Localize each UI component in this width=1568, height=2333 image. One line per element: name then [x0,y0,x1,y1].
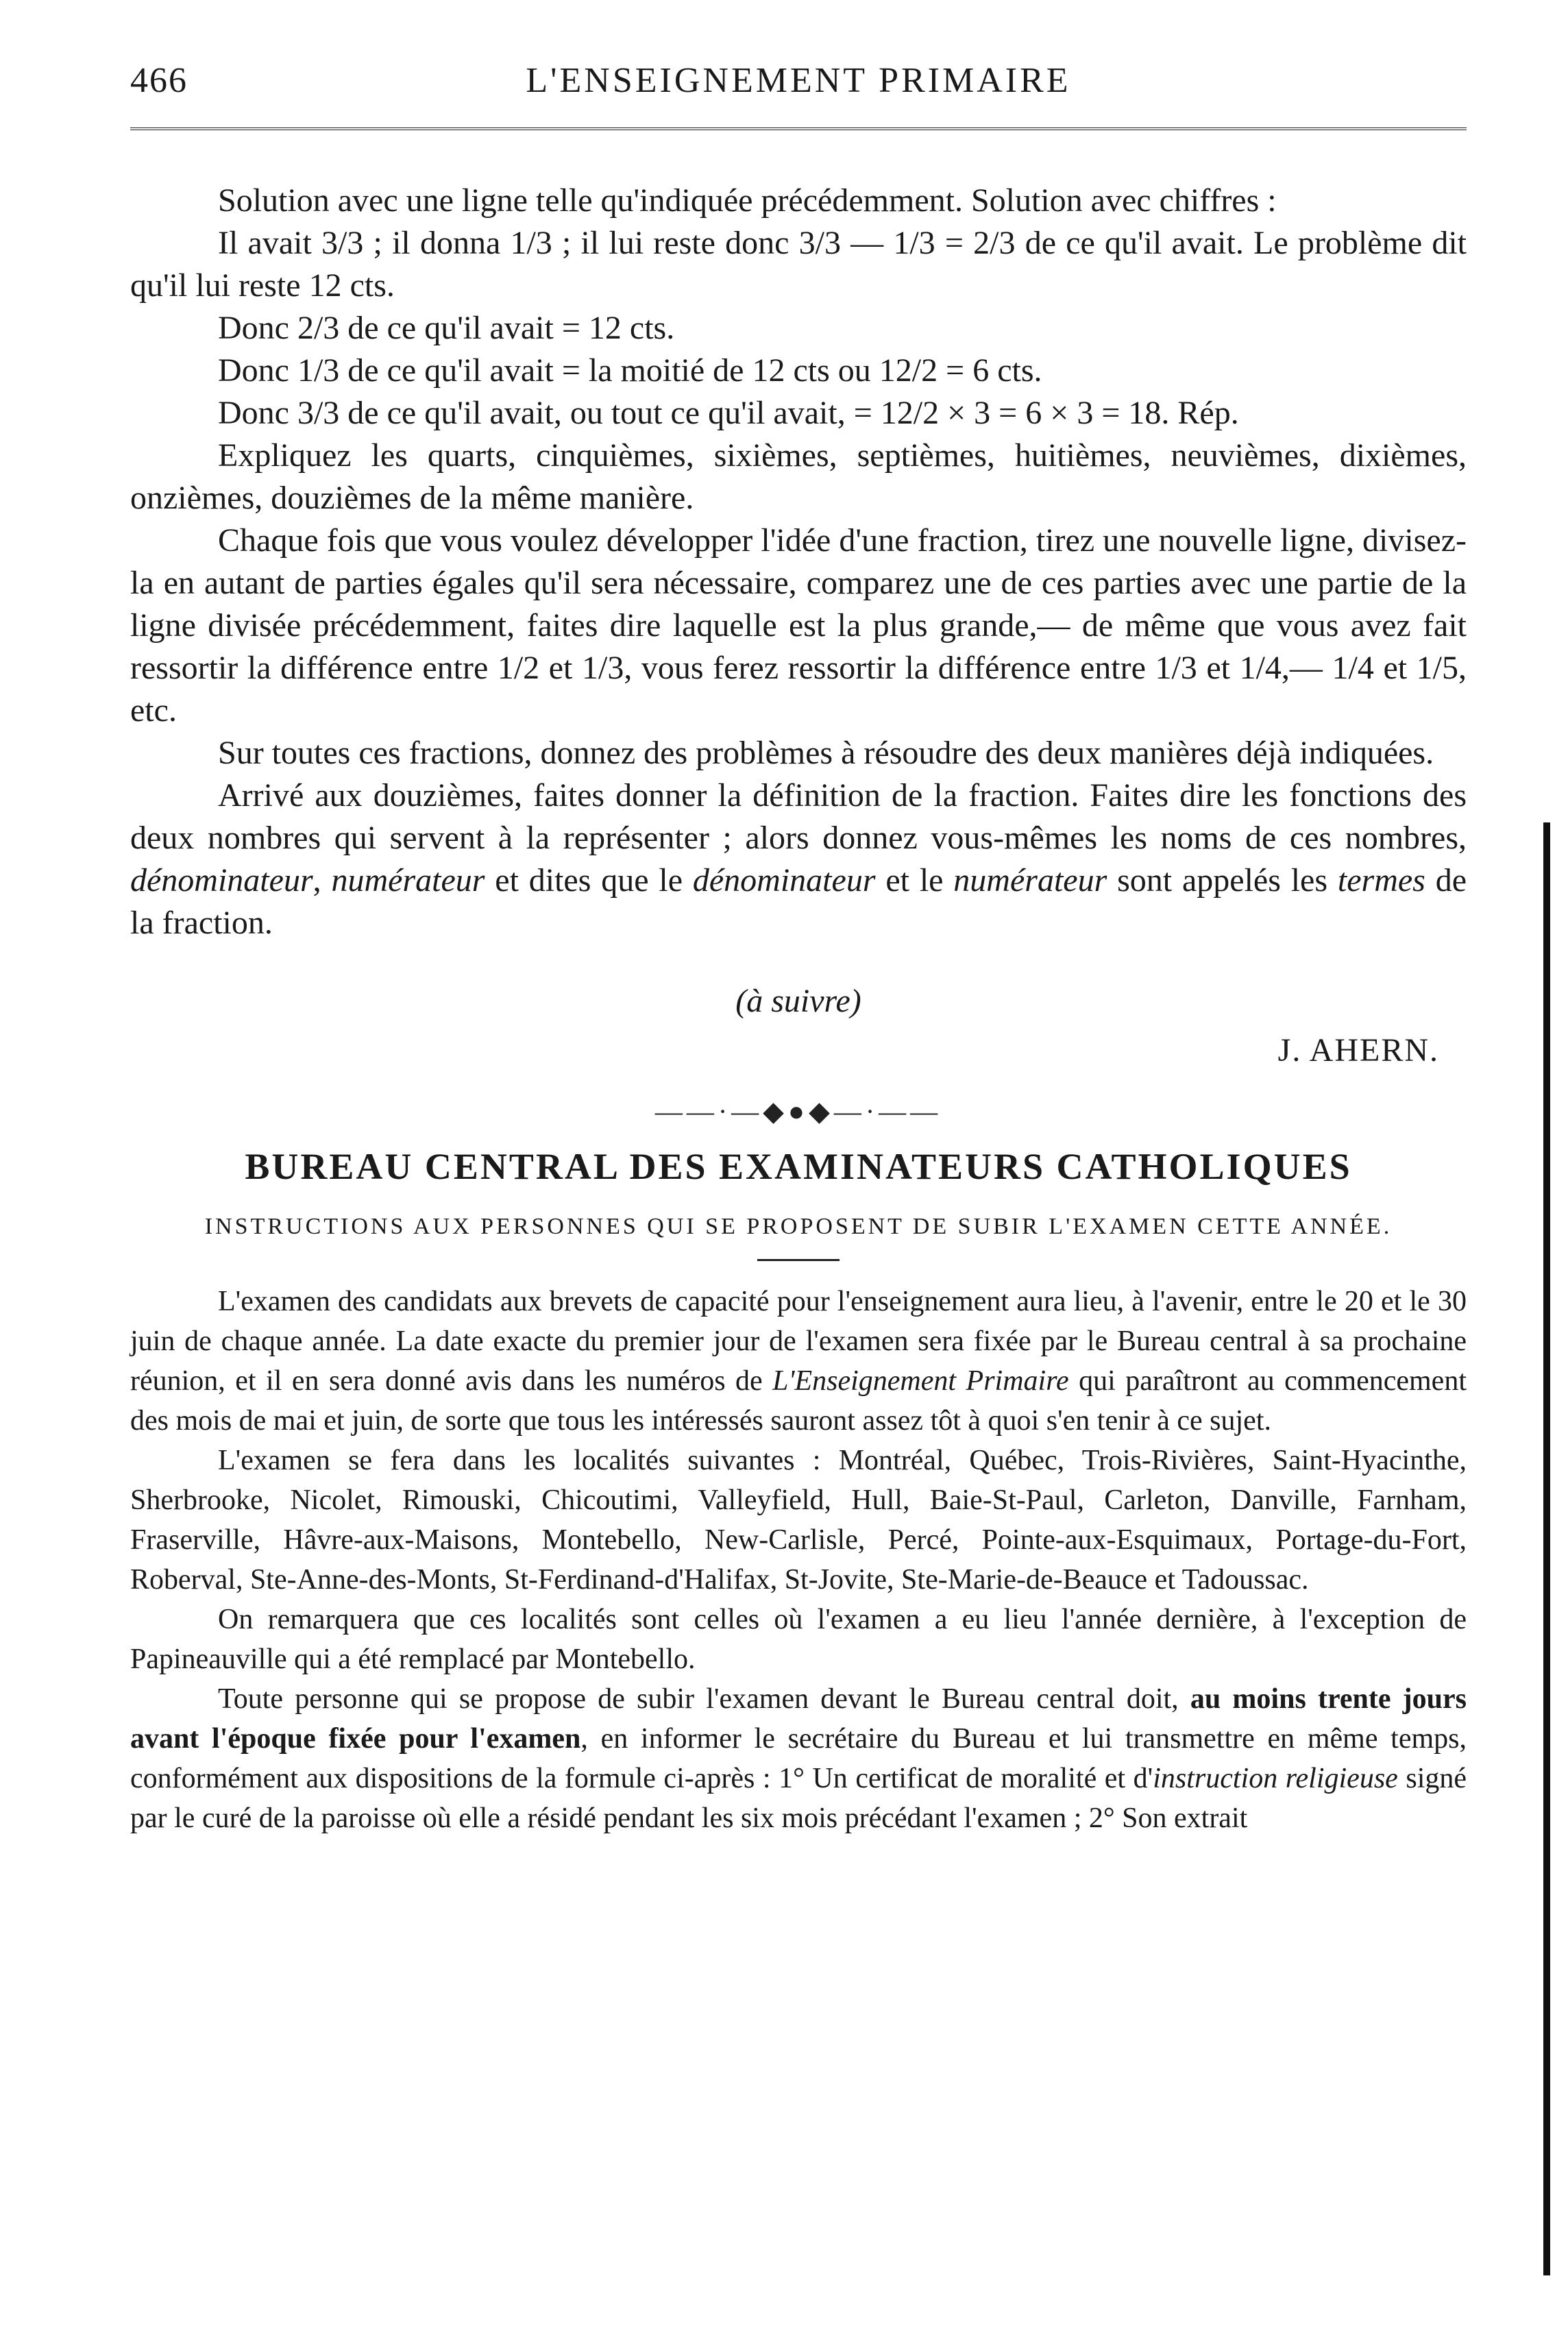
scan-edge-mark [1543,822,1550,2275]
article-paragraph: Donc 1/3 de ce qu'il avait = la moitié de 12 cts ou 12/2 = 6 cts. [218,352,1042,389]
term-numerateur: numérateur [331,862,485,899]
term-denominateur: dénominateur [692,862,876,899]
text-run: de la fraction. [130,862,1467,941]
journal-title: L'Enseignement Primaire [772,1365,1069,1397]
term-denominateur: dénominateur [130,862,313,899]
text-run: Arrivé aux douzièmes, faites donner la définition de la fraction. Faites dire les fonctions des deux nombres qui servent à la représenter ; alors donnez vous-mêmes les noms de ces nombres, [130,777,1467,856]
notice-paragraph: On remarquera que ces localités sont celles où l'examen a eu lieu l'année dernière, à l'exception de Papineauville qui a été remplacé par Montebello. [130,1604,1467,1675]
article-paragraph: Chaque fois que vous voulez développer l'idée d'une fraction, tirez une nouvelle ligne, divisez-la en autant de parties égales qu'il sera nécessaire, comparez une de ces parties avec une partie de la ligne divisée précédemment, faites dire laquelle est la plus grande,— de même que vous avez fait ressortir la différence entre 1/2 et 1/3, vous ferez ressortir la différence entre 1/3 et 1/4,— 1/4 et 1/5, etc. [130,522,1467,729]
text-run: qui paraîtront au commencement des mois de mai et juin, de sorte que tous les intéressés sauront assez tôt à quoi s'en tenir à ce sujet. [130,1365,1467,1437]
text-run: , en informer le secrétaire du Bureau et lui transmettre en même temps, conformément aux dispositions de la formule ci-après : 1° Un certificat de moralité et d' [130,1723,1467,1794]
notice-paragraph: L'examen se fera dans les localités suivantes : Montréal, Québec, Trois-Rivières, Saint-Hyacinthe, Sherbrooke, Nicolet, Rimouski, Chicoutimi, Valleyfield, Hull, Baie-St-Paul, Carleton, Danville, Farnham, Fraserville, Hâvre-aux-Maisons, Montebello, New-Carlisle, Percé, Pointe-aux-Esquimaux, Portage-du-Fort, Roberval, Ste-Anne-des-Monts, St-Ferdinand-d'Halifax, St-Jovite, Ste-Marie-de-Beauce et Tadoussac. [130,1445,1467,1596]
instruction-religieuse: instruction religieuse [1153,1763,1398,1794]
section-ornament: ——·—◆●◆—·—— [654,1096,942,1127]
article-paragraph: Il avait 3/3 ; il donna 1/3 ; il lui reste donc 3/3 — 1/3 = 2/3 de ce qu'il avait. Le problème dit qu'il lui reste 12 cts. [130,225,1467,304]
notice-paragraph [130,1679,1467,1838]
article-paragraph: Donc 3/3 de ce qu'il avait, ou tout ce qu'il avait, = 12/2 × 3 = 6 × 3 = 18. Rép. [218,395,1239,431]
fraction-article [130,180,1467,1072]
article-paragraph-terms [130,774,1467,944]
short-rule [757,1259,840,1261]
to-be-continued: (à suivre) [735,983,861,1019]
notice-paragraph [130,1282,1467,1441]
text-run: sont appelés les [1107,862,1338,899]
text-run: et le [875,862,954,899]
text-run: , [313,862,332,899]
page-header [130,60,1467,115]
author-signature: J. AHERN. [1277,1032,1439,1068]
article-paragraph: Donc 2/3 de ce qu'il avait = 12 cts. [218,310,675,346]
article-paragraph: Expliquez les quarts, cinquièmes, sixièmes, septièmes, huitièmes, neuvièmes, dixièmes, onzièmes, douzièmes de la même manière. [130,437,1467,516]
text-run: L'examen des candidats aux brevets de capacité pour l'enseignement aura lieu, à l'avenir, entre le 20 et le 30 juin de chaque année. La date exacte du premier jour de l'examen sera fixée par le Bureau central à sa prochaine réunion, et il en sera donné avis dans les numéros de [130,1286,1467,1397]
article-paragraph: Sur toutes ces fractions, donnez des problèmes à résoudre des deux manières déjà indiquées. [218,735,1434,771]
term-termes: termes [1337,862,1425,899]
text-run: signé par le curé de la paroisse où elle a résidé pendant les six mois précédant l'examen ; 2° Son extrait [130,1763,1467,1834]
page-number: 466 [130,61,188,100]
text-run: et dites que le [485,862,693,899]
section-title: BUREAU CENTRAL DES EXAMINATEURS CATHOLIQUES [245,1146,1352,1187]
deadline-emphasis: au moins trente jours avant l'époque fixée pour l'examen [130,1683,1467,1755]
term-numerateur: numérateur [953,862,1107,899]
running-title: L'ENSEIGNEMENT PRIMAIRE [526,61,1071,100]
article-paragraph: Solution avec une ligne telle qu'indiquée précédemment. Solution avec chiffres : [218,182,1277,219]
exam-notice [130,1282,1467,1838]
text-run: Toute personne qui se propose de subir l'examen devant le Bureau central doit, [218,1683,1190,1715]
section-subtitle: INSTRUCTIONS AUX PERSONNES QUI SE PROPOSENT DE SUBIR L'EXAMEN CETTE ANNÉE. [204,1214,1393,1239]
page [130,60,1467,1838]
header-rule [130,127,1467,130]
